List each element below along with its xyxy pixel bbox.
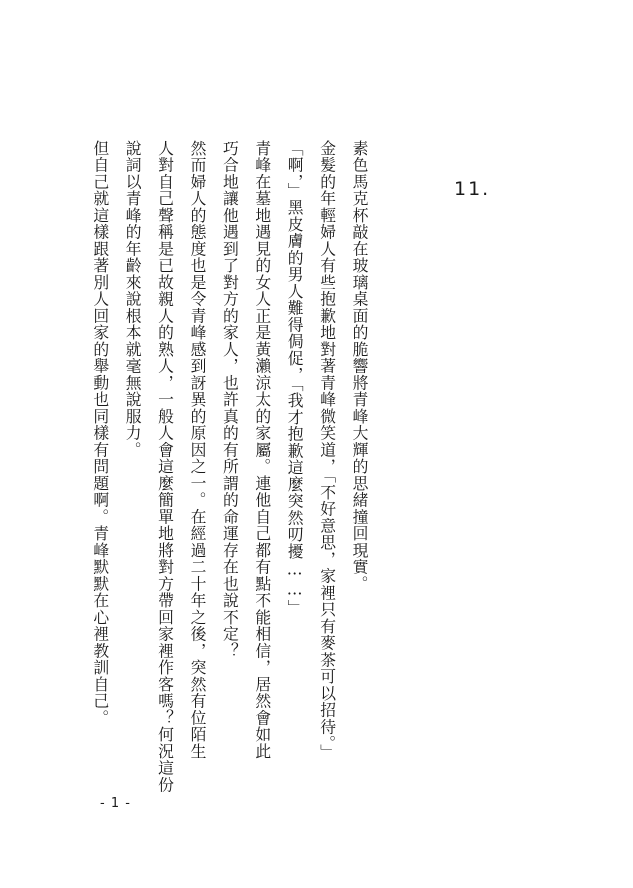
text-column-3: 「啊，」黑皮膚的男人難得侷促，「我才抱歉這麼突然叨擾……」 <box>285 140 305 617</box>
text-column-6: 然而婦人的態度也是令青峰感到訝異的原因之一。在經過二十年之後，突然有位陌生 <box>187 140 207 760</box>
page-number-footer: - 1 - <box>100 796 131 811</box>
text-column-8: 說詞以青峰的年齡來說根本就毫無說服力。 <box>123 140 143 459</box>
text-column-2: 金髮的年輕婦人有些抱歉地對著青峰微笑道，「不好意思，家裡只有麥茶可以招待。」 <box>317 140 337 761</box>
text-column-9: 但自己就這樣跟著別人回家的舉動也同樣有問題啊。青峰默默在心裡教訓自己。 <box>90 140 110 727</box>
vertical-body-text <box>90 140 375 794</box>
text-column-1: 素色馬克杯敲在玻璃桌面的脆響將青峰大輝的思緒撞回現實。 <box>350 140 369 593</box>
chapter-number: 11. <box>454 178 491 200</box>
text-column-7: 人對自己聲稱是已故親人的熟人，一般人會這麼簡單地將對方帶回家裡作客嗎？何況這份 <box>155 140 175 794</box>
text-column-4: 青峰在墓地遇見的女人正是黃瀨涼太的家屬。連他自己都有點不能相信，居然會如此 <box>252 140 272 760</box>
text-column-5: 巧合地讓他遇到了對方的家人，也許真的有所謂的命運存在也說不定？ <box>220 140 240 660</box>
